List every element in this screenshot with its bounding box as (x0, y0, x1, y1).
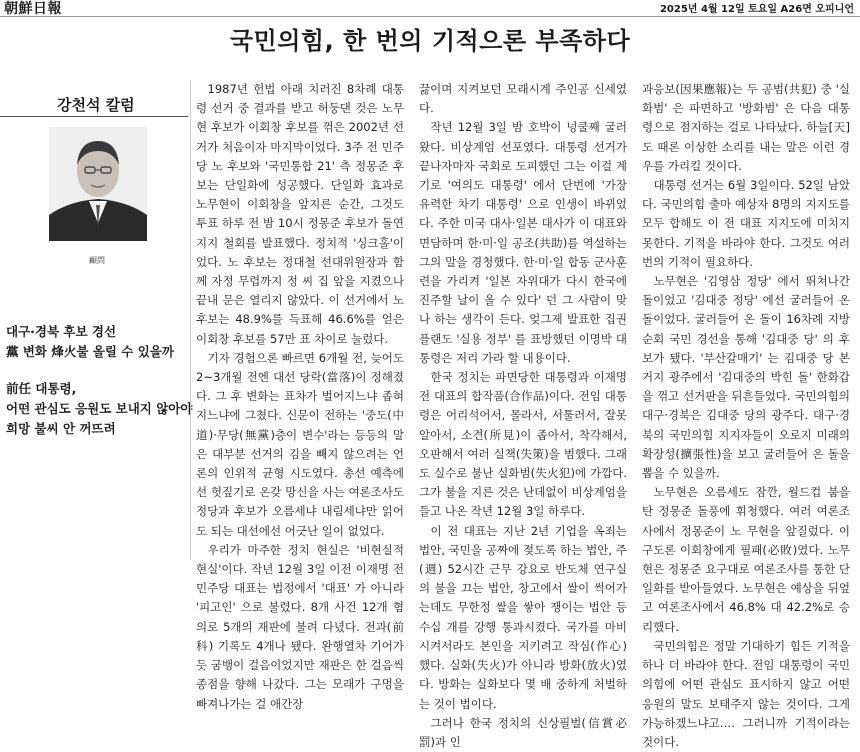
body-paragraph: 그러나 한국 정치의 신상필벌(信賞必罰)과 인 (419, 715, 627, 749)
body-paragraph: 1987년 헌법 아래 치러진 8차례 대통령 선거 중 결과를 받고 허둥댄 것은 노무현 후보가 이회창 후보를 꺾은 2002년 선거가 처음이자 마지막이었다. 3주 전 민주당 노 후보와 '국민통합 21' 측 정몽준 후보는 단일화에 성공했다. 단일화 효과로 노무현이 이회창을 앞지른 순간, 그것도 투표 하루 전 밤 10시 정몽준 후보가 돌연 지지 철회를 발표했다. 정치적 '싱크홀'이었다. 노 후보는 정대철 선대위원장과 함께 자정 무렵까지 정 씨 집 앞을 지켰으나 끝내 문은 열리지 않았다. 이 선거에서 노 후보는 48.9%를 득표해 46.6%를 얻은 이회창 후보를 57만 표 차이로 눌렀다. (196, 82, 404, 346)
body-column-1 (196, 80, 404, 711)
deck-first (6, 322, 174, 362)
body-paragraph: 대통령 선거는 6월 3일이다. 52일 남았다. 국민의힘 출마 예상자 8명의 지지도를 모두 합해도 이 전 대표 지지도에 미치지 못한다. 기적을 바라야 한다. 그것도 여러 번의 기적이 필요하다. (642, 178, 850, 269)
byline-rule (0, 116, 188, 117)
column-name: 강천석 칼럼 (57, 96, 135, 114)
body-paragraph: 과응보(因果應報)는 두 공범(共犯) 중 '실화범' 은 파면하고 '방화범' 은 다음 대통령으로 점지하는 걸로 나타났다. 하늘[天]도 때론 이상한 소리를 내는 말은 이런 경우를 가리킬 것이다. (642, 82, 850, 173)
dateline: 2025년 4월 12일 토요일 A26면 오피니언 (659, 4, 854, 15)
body-paragraph: 작년 12월 3일 밤 호박이 넝쿨째 굴러왔다. 비상계엄 선포였다. 대통령 선거가 끝나자마자 국회로 도피했던 그는 이걸 계기로 '여의도 대통령' 에서 단번에 '가장 유력한 차기 대통령' 으로 인생이 바뀌었다. 주한 미국 대사·일본 대사가 이 대표와 면담하며 한·미·일 공조(共助)를 역설하는 그의 말을 경청했다. 한·미·일 합동 군사훈련을 가리켜 '일본 자위대가 다시 한국에 진주할 날이 올 수 있다' 던 그 사람이 맞나 하는 생각이 든다. 엊그제 발표한 집권 플랜도 '실용 정부' 를 표방했던 이명박 대통령은 저리 가라 할 내용이다. (419, 120, 627, 365)
body-paragraph: 노무현은 오름세도 잠깐, 월드컵 붐을 탄 정몽준 돌풍에 휘청했다. 여러 여론조사에서 정몽준이 노 무현을 앞질렀다. 이 구도론 이회창에게 필패(必敗)였다. 노무현은 정몽준 요구대로 여론조사를 통한 단일화를 받아들였다. 노무현은 예상을 뒤엎고 여론조사에서 46.8% 대 42.2%로 승리했다. (642, 485, 850, 634)
masthead (0, 0, 860, 17)
body-paragraph: 끓이며 지켜보던 모래시계 주인공 신세였다. (419, 82, 627, 116)
photo-caption: 顧問 (89, 256, 105, 265)
body-paragraph: 이 전 대표는 지난 2년 기업을 옥죄는 법안, 국민을 공짜에 젖도록 하는 법안, 주(週) 52시간 근무 강요로 반도체 연구실의 불을 끄는 법안, 창고에서 쌀이 썩어가는데도 무한정 쌀을 쌓아 쟁이는 법안 등 수십 개를 강행 통과시켰다. 국가를 마비시켜서라도 본인을 지키려고 작심(作心)했다. 실화(失火)가 아니라 방화(放火)였다. 방화는 실화보다 몇 배 중하게 처벌하는 것이 법이다. (419, 523, 627, 711)
deck-line: 어떤 관심도 응원도 보내지 않아야 (6, 401, 193, 416)
newspaper-logo: 朝鮮日報 (4, 1, 62, 17)
body-column-2 (419, 80, 627, 749)
deck-line: 黨 변화 烽火불 올릴 수 있을까 (6, 344, 174, 359)
body-paragraph: 기자 경험으론 빠르면 6개월 전, 늦어도 2~3개월 전엔 대선 당락(當落)이 정해졌다. 그 후 변화는 표차가 벌어지느냐 좁혀지느냐에 그쳤다. 신문이 전하는 '중도(中道)·무당(無黨)층이 변수'라는 등등의 말은 대부분 선거의 김을 빼지 않으려는 언론의 인위적 균형 시도였다. 총선 예측에선 헛짚기로 온갖 망신을 사는 여론조사도 정당과 후보가 오름세냐 내림세냐만 읽어도 되는 대선에선 어긋난 일이 없었다. (196, 350, 404, 538)
deck-line: 대구·경북 후보 경선 (6, 324, 117, 339)
deck-line: 前任 대통령, (6, 381, 77, 396)
masthead-rule (0, 16, 860, 17)
body-paragraph: 우리가 마주한 정치 현실은 '비현실적 현실'이다. 작년 12월 3일 이전 이재명 전 민주당 대표는 법정에서 '대표' 가 아니라 '피고인' 으로 불렸다. 8개 사건 12개 혐의로 5개의 재판에 불려 다녔다. 전과(前科) 기록도 4개나 됐다. 완행열차 기어가듯 굼뱅이 걸음이었지만 재판은 한 걸음씩 종점을 향해 나갔다. 그는 모래가 구멍을 빠져나가는 걸 애간장 (196, 542, 404, 711)
body-paragraph: 한국 정치는 파면당한 대통령과 이재명 전 대표의 합작품(合作品)이다. 전임 대통령은 어리석어서, 몰라서, 서툴러서, 잘못 알아서, 소견(所見)이 좁아서, 착각해서, 오판해서 여러 실책(失策)을 범했다. 그래도 실수로 불난 실화범(失火犯)에 가깝다. 그가 불을 지른 것은 난데없이 비상계엄을 들고 나온 작년 12월 3일 하루다. (419, 370, 627, 519)
deck-second (6, 379, 192, 439)
body-paragraph: 국민의힘은 정말 기대하기 힘든 기적을 하나 더 바라야 한다. 전임 대통령이 국민의힘에 어떤 관심도 표시하지 않고 어떤 응원의 말도 보태주지 않는 것이다. 그게 가능하겠느냐고…. 그러니까 기적이라는 것이다. (642, 638, 850, 749)
body-column-3 (642, 80, 850, 749)
headline: 국민의힘, 한 번의 기적으론 부족하다 (229, 27, 631, 55)
author-photo (49, 127, 147, 241)
column-rule (190, 80, 191, 560)
deck-line: 희망 불씨 안 꺼뜨려 (6, 421, 116, 436)
body-paragraph: 노무현은 '김영삼 정당' 에서 뛰쳐나간 돌이었고 '김대중 정당' 에선 굴러들어 온 돌이었다. 굴러들어 온 돌이 16차례 지방 순회 국민 경선을 통해 '김대중 당' 의 후보가 됐다. '부산갈매기' 는 김대중 당 본거지 광주에서 '김대중의 박힌 돌' 한화갑을 꺾고 선거판을 뒤흔들었다. 국민의힘의 대구·경북은 김대중 당의 광주다. 대구·경북의 국민의힘 지지자들이 오로지 미래의 확장성(擴張性)을 보고 굴러들어 온 돌을 뽑을 수 있을까. (642, 274, 850, 481)
